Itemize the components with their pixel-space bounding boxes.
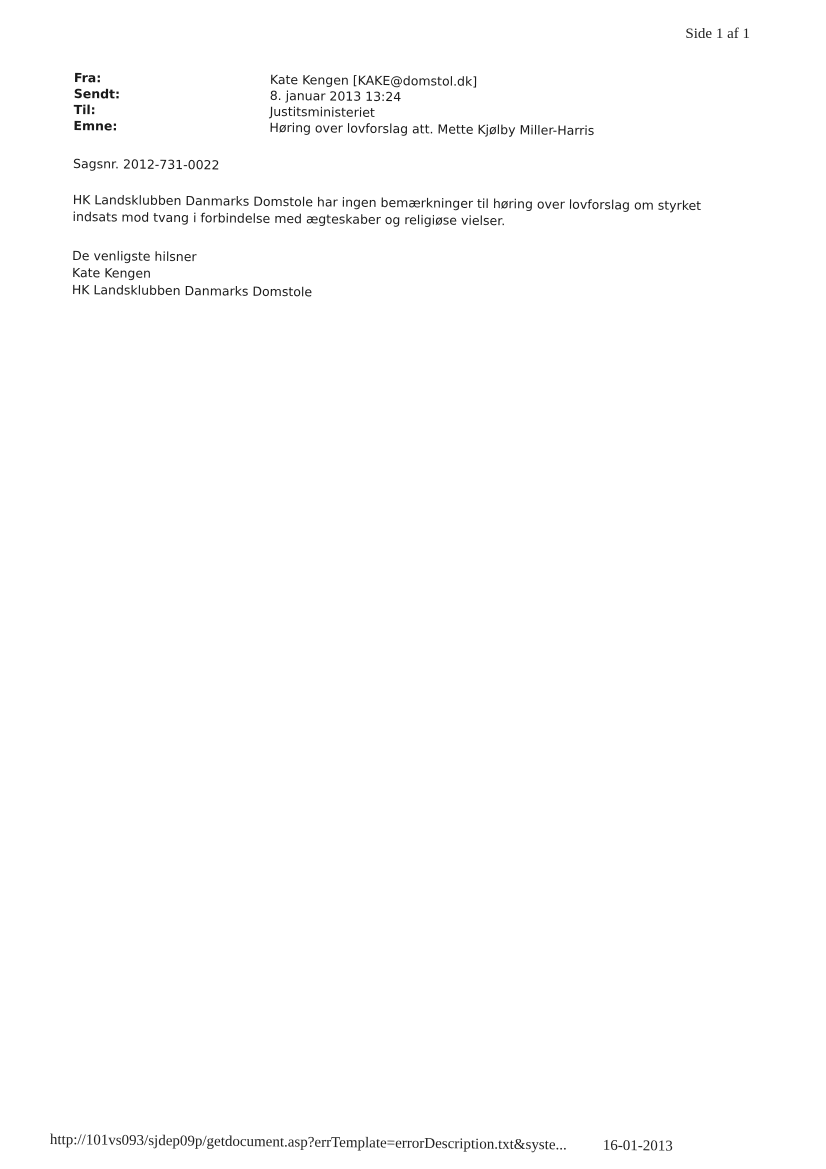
header-to-value: Justitsministeriet xyxy=(269,103,375,120)
email-body: HK Landsklubben Danmarks Domstole har ingen bemærkninger til høring over lovforslag om styrket indsats mod tvang i forbindelse med ægteskaber og religiøse vielser. xyxy=(72,191,702,229)
header-sent-label: Sendt: xyxy=(73,85,121,102)
signature-greeting: De venligste hilsner xyxy=(72,247,197,265)
header-from-value: Kate Kengen [KAKE@domstol.dk] xyxy=(269,71,478,89)
email-signature xyxy=(72,247,752,305)
footer-date: 16-01-2013 xyxy=(602,1137,673,1155)
email-printout xyxy=(72,70,754,305)
signature-name: Kate Kengen xyxy=(71,264,152,281)
header-from-label: Fra: xyxy=(73,70,102,86)
header-subject-label: Emne: xyxy=(73,117,118,134)
page-number: Side 1 af 1 xyxy=(685,26,750,42)
footer-url: http://101vs093/sjdep09p/getdocument.asp?errTemplate=errorDescription.txt&syste... xyxy=(49,1132,567,1154)
signature-organization: HK Landsklubben Danmarks Domstole xyxy=(71,281,313,300)
header-sent-value: 8. januar 2013 13:24 xyxy=(269,87,402,105)
print-footer xyxy=(50,1132,790,1157)
header-subject-value: Høring over lovforslag att. Mette Kjølby Miller-Harris xyxy=(269,119,595,138)
header-to-label: Til: xyxy=(73,101,96,118)
case-number: Sagsnr. 2012-731-0022 xyxy=(73,155,220,173)
